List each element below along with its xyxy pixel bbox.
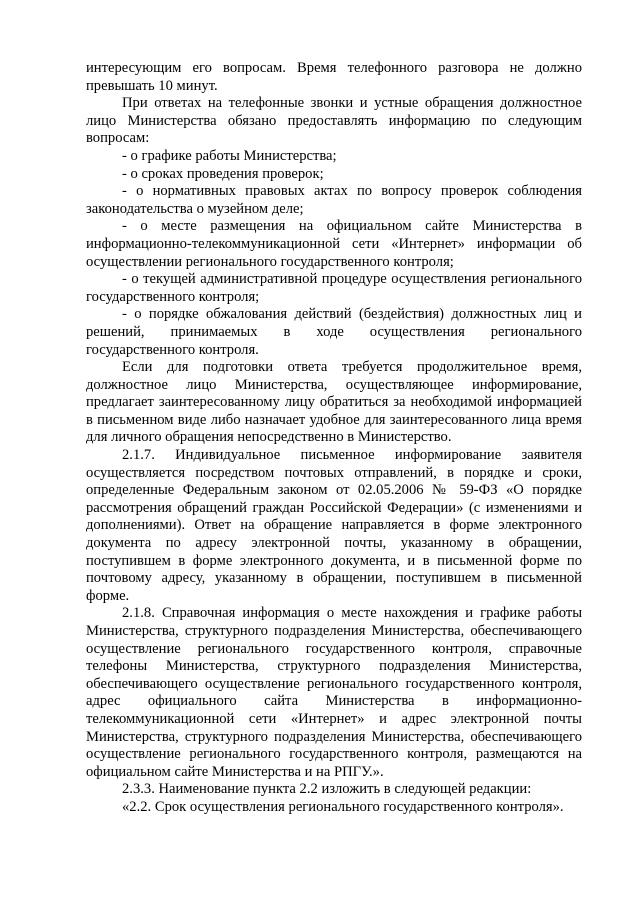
paragraph-2-2-title: «2.2. Срок осуществления регионального государственного контроля». xyxy=(122,798,564,815)
paragraph-phone-duration: интересующим его вопросам. Время телефонного разговора не должно превышать 10 минут. xyxy=(86,60,582,94)
paragraph-2-3-3: 2.3.3. Наименование пункта 2.2 изложить в следующей редакции: xyxy=(122,781,532,798)
paragraph-2-1-7: 2.1.7. Индивидуальное письменное информирование заявителя осуществляется посредством почтовых отправлений, в порядке и сроки, определенные Федеральным законом от 02.05.2006 № 59-ФЗ «О порядке рассмотрения обращений граждан Российской Федерации» (с изменениями и дополнениями). Ответ на обращение направляется в форме электронного документа по адресу электронной почты, указанному в обращении, поступившем в форме электронного документа, и в письменной форме по почтовому адресу, указанному в обращении, поступившем в письменной форме. xyxy=(86,447,582,604)
document-page xyxy=(86,60,582,817)
list-item-inspection-terms: - о сроках проведения проверок; xyxy=(122,165,324,182)
list-item-current-procedure: - о текущей административной процедуре осуществления регионального государственного контроля; xyxy=(86,271,582,305)
paragraph-long-answer: Если для подготовки ответа требуется продолжительное время, должностное лицо Министерства, осуществляющее информирование, предлагает заинтересованному лицу обратиться за необходимой информацией в письменном виде либо назначает удобное для заинтересованного лица время для личного обращения непосредственно в Министерство. xyxy=(86,359,582,446)
paragraph-phone-info-intro: При ответах на телефонные звонки и устные обращения должностное лицо Министерства обязано предоставлять информацию по следующим вопросам: xyxy=(86,95,582,147)
paragraph-2-1-8: 2.1.8. Справочная информация о месте нахождения и графике работы Министерства, структурного подразделения Министерства, обеспечивающего осуществление регионального государственного контроля, справочные телефоны Министерства, структурного подразделения Министерства, обеспечивающего осуществление регионального государственного контроля, адрес официального сайта Министерства в информационно-телекоммуникационной сети «Интернет» и адрес электронной почты Министерства, структурного подразделения Министерства, обеспечивающего осуществление регионального государственного контроля, размещаются на официальном сайте Министерства и на РПГУ.». xyxy=(86,605,582,780)
list-item-legal-acts: - о нормативных правовых актах по вопросу проверок соблюдения законодательства о музейном деле; xyxy=(86,183,582,217)
list-item-appeal-procedure: - о порядке обжалования действий (бездействия) должностных лиц и решений, принимаемых в ходе осуществления регионального государственного контроля. xyxy=(86,306,582,358)
list-item-website-info: - о месте размещения на официальном сайте Министерства в информационно-телекоммуникационной сети «Интернет» информации об осуществлении регионального государственного контроля; xyxy=(86,218,582,270)
list-item-work-schedule: - о графике работы Министерства; xyxy=(122,147,337,164)
